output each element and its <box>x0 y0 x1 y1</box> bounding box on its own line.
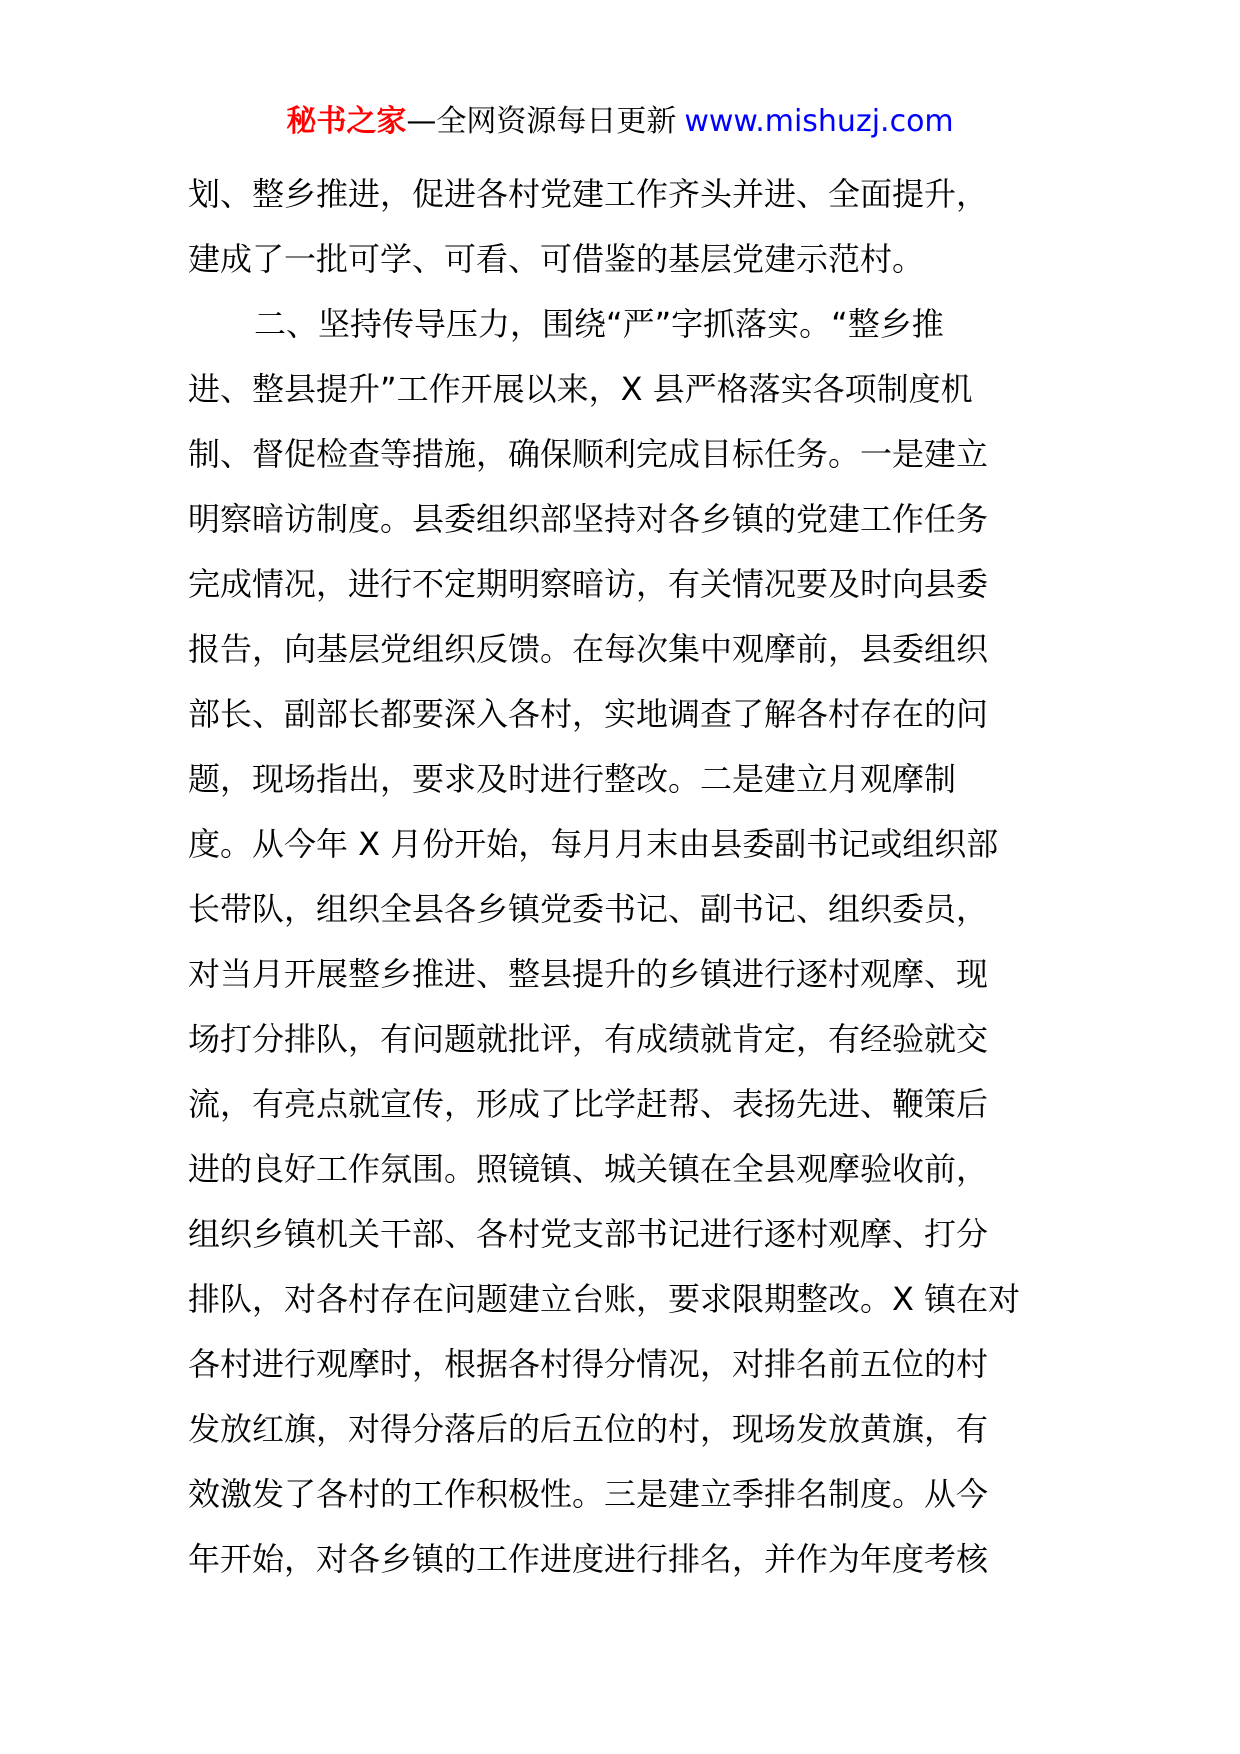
site-url-link[interactable]: www.mishuzj.com <box>684 104 954 139</box>
text-line: 流，有亮点就宣传，形成了比学赶帮、表扬先进、鞭策后 <box>188 1085 989 1123</box>
text-line: 进的良好工作氛围。照镜镇、城关镇在全县观摩验收前， <box>188 1150 989 1188</box>
text-line: 发放红旗，对得分落后的后五位的村，现场发放黄旗，有 <box>188 1410 989 1448</box>
brand-name: 秘书之家 <box>286 104 407 139</box>
text-line: 题，现场指出，要求及时进行整改。二是建立月观摩制 <box>188 760 957 798</box>
header-tagline: —全网资源每日更新 <box>406 104 677 139</box>
text-line: 建成了一批可学、可看、可借鉴的基层党建示范村。 <box>188 240 925 278</box>
text-line: 划、整乡推进，促进各村党建工作齐头并进、全面提升， <box>188 175 989 213</box>
text-line: 部长、副部长都要深入各村，实地调查了解各村存在的问 <box>188 695 989 733</box>
site-header <box>0 100 1240 144</box>
text-line: 明察暗访制度。县委组织部坚持对各乡镇的党建工作任务 <box>188 500 989 538</box>
text-line: 报告，向基层党组织反馈。在每次集中观摩前，县委组织 <box>188 630 989 668</box>
text-line: 年开始，对各乡镇的工作进度进行排名，并作为年度考核 <box>188 1540 989 1578</box>
text-line: 场打分排队，有问题就批评，有成绩就肯定，有经验就交 <box>188 1020 989 1058</box>
text-line: 对当月开展整乡推进、整县提升的乡镇进行逐村观摩、现 <box>188 955 989 993</box>
text-line: 制、督促检查等措施，确保顺利完成目标任务。一是建立 <box>188 435 989 473</box>
text-line: 组织乡镇机关干部、各村党支部书记进行逐村观摩、打分 <box>188 1215 989 1253</box>
section-heading-line: 二、坚持传导压力，围绕“严”字抓落实。“整乡推 <box>254 305 944 343</box>
text-line: 度。从今年 X 月份开始，每月月末由县委副书记或组织部 <box>188 825 999 863</box>
text-line: 效激发了各村的工作积极性。三是建立季排名制度。从今 <box>188 1475 989 1513</box>
text-line: 各村进行观摩时，根据各村得分情况，对排名前五位的村 <box>188 1345 989 1383</box>
text-line: 进、整县提升”工作开展以来，X 县严格落实各项制度机 <box>188 370 973 408</box>
text-line: 完成情况，进行不定期明察暗访，有关情况要及时向县委 <box>188 565 989 603</box>
text-line: 长带队，组织全县各乡镇党委书记、副书记、组织委员， <box>188 890 989 928</box>
text-line: 排队，对各村存在问题建立台账，要求限期整改。X 镇在对 <box>188 1280 1021 1318</box>
document-body <box>188 162 1068 1592</box>
